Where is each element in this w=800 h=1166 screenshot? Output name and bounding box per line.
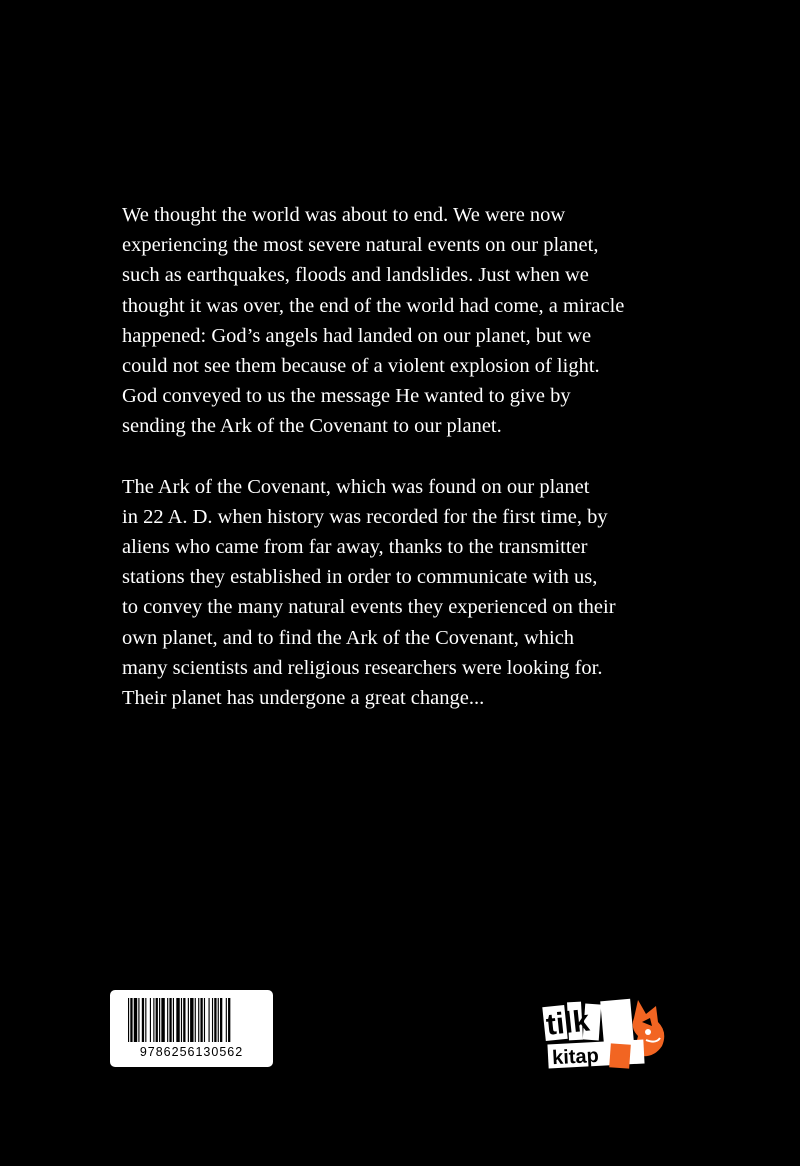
blurb-line: sending the Ark of the Covenant to our planet. (122, 415, 502, 438)
barcode-bar (161, 998, 164, 1042)
isbn-barcode (110, 990, 273, 1067)
svg-text:kitap: kitap (551, 1044, 600, 1070)
blurb-paragraph-2 (122, 472, 702, 714)
barcode-bar (159, 998, 160, 1042)
blurb-line: in 22 A. D. when history was recorded for the first time, by (122, 505, 608, 528)
barcode-bar (181, 998, 182, 1042)
blurb-line: happened: God’s angels had landed on our planet, but we (122, 324, 592, 347)
barcode-bar (169, 998, 171, 1042)
barcode-bar (200, 998, 202, 1042)
blurb-line: could not see them because of a violent explosion of light. (122, 355, 600, 378)
barcode-bar (220, 998, 222, 1042)
publisher-logo (538, 992, 678, 1072)
barcode-bar (204, 998, 205, 1042)
blurb-line: own planet, and to find the Ark of the Covenant, which (122, 626, 575, 649)
back-cover-blurb (122, 200, 702, 713)
barcode-bar (142, 998, 144, 1042)
barcode-bar (150, 998, 151, 1042)
barcode-bar (190, 998, 193, 1042)
barcode-bar (195, 998, 196, 1042)
barcode-bar (183, 998, 185, 1042)
barcode-bar (167, 998, 168, 1042)
barcode-bar (173, 998, 174, 1042)
blurb-line: thought it was over, the end of the world had come, a miracle (122, 294, 625, 317)
barcode-bar (228, 998, 230, 1042)
barcode-bar (128, 998, 129, 1042)
blurb-line: many scientists and religious researchers were looking for. (122, 656, 603, 679)
blurb-paragraph-1 (122, 200, 702, 442)
barcode-bar (134, 998, 137, 1042)
blurb-line: The Ark of the Covenant, which was found on our planet (122, 475, 590, 498)
blurb-line: aliens who came from far away, thanks to the transmitter (122, 536, 588, 559)
barcode-bar (153, 998, 154, 1042)
blurb-line: to convey the many natural events they experienced on their (122, 596, 616, 619)
logo-wordmark-bottom (547, 1040, 644, 1070)
blurb-line: stations they established in order to communicate with us, (122, 566, 598, 589)
barcode-bar (188, 998, 189, 1042)
blurb-line: experiencing the most severe natural events on our planet, (122, 234, 599, 257)
barcode-bar (218, 998, 219, 1042)
blurb-line: Their planet has undergone a great change... (122, 687, 485, 710)
barcode-bar (198, 998, 199, 1042)
barcode-bar (156, 998, 158, 1042)
logo-wordmark-top (542, 999, 633, 1043)
barcode-bar (130, 998, 132, 1042)
barcode-bar (212, 998, 213, 1042)
barcode-bar (138, 998, 139, 1042)
barcode-bar (209, 998, 210, 1042)
svg-text:tilk: tilk (544, 1004, 592, 1042)
isbn-number: 9786256130562 (139, 1045, 244, 1059)
blurb-line: such as earthquakes, floods and landslides. Just when we (122, 264, 589, 287)
barcode-bar (214, 998, 216, 1042)
blurb-line: God conveyed to us the message He wanted to give by (122, 385, 571, 408)
barcode-bar (145, 998, 146, 1042)
blurb-line: We thought the world was about to end. We were now (122, 204, 566, 226)
barcode-bar (226, 998, 227, 1042)
barcode-bar (176, 998, 179, 1042)
